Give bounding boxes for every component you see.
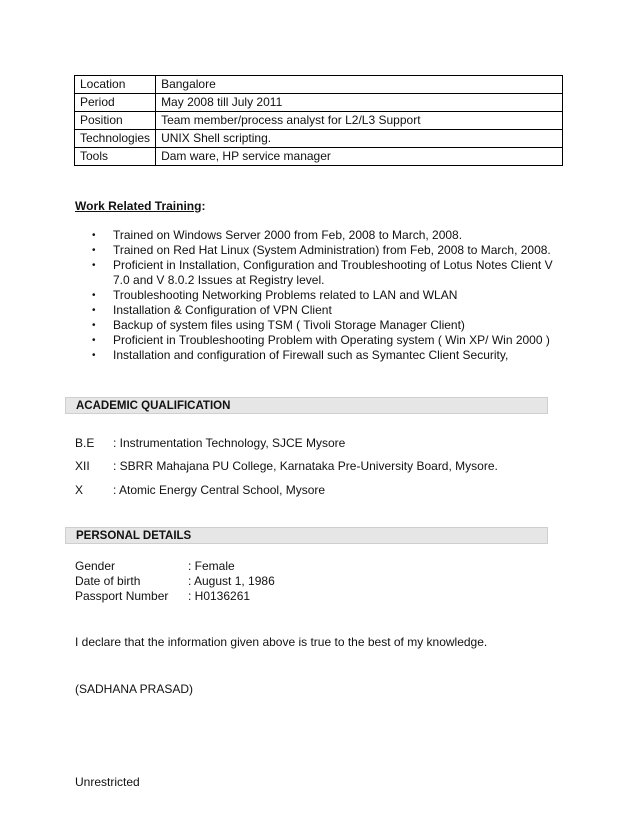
list-item bbox=[92, 258, 572, 288]
qualification-row-xii bbox=[75, 459, 498, 473]
training-item-text: Proficient in Troubleshooting Problem with Operating system ( Win XP/ Win 2000 ) bbox=[113, 333, 550, 347]
table-value-location: Bangalore bbox=[156, 76, 563, 94]
table-key-technologies: Technologies bbox=[75, 130, 156, 148]
training-list bbox=[92, 228, 572, 363]
training-item-text: Backup of system files using TSM ( Tivoli Storage Manager Client) bbox=[113, 318, 465, 332]
employment-details-table bbox=[74, 75, 563, 166]
table-row bbox=[75, 148, 563, 166]
footer-classification: Unrestricted bbox=[75, 775, 140, 789]
bullet-icon: • bbox=[92, 245, 96, 256]
bullet-icon: • bbox=[92, 305, 96, 316]
list-item bbox=[92, 288, 572, 303]
table-value-period: May 2008 till July 2011 bbox=[156, 94, 563, 112]
list-item bbox=[92, 333, 572, 348]
list-item bbox=[92, 243, 572, 258]
training-item-text: Installation and configuration of Firewall such as Symantec Client Security, bbox=[113, 348, 509, 362]
bullet-icon: • bbox=[92, 335, 96, 346]
bullet-icon: • bbox=[92, 230, 96, 241]
qualification-row-be bbox=[75, 436, 345, 450]
academic-section-header: ACADEMIC QUALIFICATION bbox=[65, 397, 548, 414]
table-row bbox=[75, 112, 563, 130]
list-item bbox=[92, 303, 572, 318]
table-value-tools: Dam ware, HP service manager bbox=[156, 148, 563, 166]
declaration-text: I declare that the information given above is true to the best of my knowledge. bbox=[75, 635, 488, 649]
list-item bbox=[92, 228, 572, 243]
personal-row-passport bbox=[75, 589, 250, 603]
personal-label: Passport Number bbox=[75, 589, 169, 603]
qualification-degree: XII bbox=[75, 459, 90, 473]
bullet-icon: • bbox=[92, 350, 96, 361]
training-heading-text: Work Related Training bbox=[75, 199, 202, 213]
personal-value: : Female bbox=[188, 559, 235, 573]
training-heading-colon: : bbox=[201, 199, 206, 213]
table-key-location: Location bbox=[75, 76, 156, 94]
bullet-icon: • bbox=[92, 260, 96, 271]
table-value-position: Team member/process analyst for L2/L3 Support bbox=[156, 112, 563, 130]
qualification-detail: : Instrumentation Technology, SJCE Mysore bbox=[113, 436, 346, 450]
personal-label: Gender bbox=[75, 559, 116, 573]
table-key-position: Position bbox=[75, 112, 156, 130]
table-key-period: Period bbox=[75, 94, 156, 112]
training-item-text: Installation & Configuration of VPN Client bbox=[113, 303, 332, 317]
qualification-degree: X bbox=[75, 483, 84, 497]
qualification-row-x bbox=[75, 483, 325, 497]
qualification-detail: : Atomic Energy Central School, Mysore bbox=[113, 483, 326, 497]
personal-value: : August 1, 1986 bbox=[188, 574, 275, 588]
training-item-text: Proficient in Installation, Configuration and Troubleshooting of Lotus Notes Client V 7.0 and V 8.0.2 Issues at Registry level. bbox=[113, 258, 553, 287]
qualification-degree: B.E bbox=[75, 436, 95, 450]
table-row bbox=[75, 94, 563, 112]
personal-section-header: PERSONAL DETAILS bbox=[65, 527, 548, 544]
training-heading bbox=[75, 199, 205, 213]
signature-name: (SADHANA PRASAD) bbox=[75, 682, 194, 696]
training-item-text: Trained on Red Hat Linux (System Administration) from Feb, 2008 to March, 2008. bbox=[113, 243, 551, 257]
qualification-detail: : SBRR Mahajana PU College, Karnataka Pre-University Board, Mysore. bbox=[113, 459, 498, 473]
personal-row-gender bbox=[75, 559, 235, 573]
bullet-icon: • bbox=[92, 290, 96, 301]
table-key-tools: Tools bbox=[75, 148, 156, 166]
personal-value: : H0136261 bbox=[188, 589, 251, 603]
training-item-text: Troubleshooting Networking Problems related to LAN and WLAN bbox=[113, 288, 458, 302]
personal-row-dob bbox=[75, 574, 275, 588]
list-item bbox=[92, 318, 572, 333]
table-value-technologies: UNIX Shell scripting. bbox=[156, 130, 563, 148]
table-row bbox=[75, 130, 563, 148]
bullet-icon: • bbox=[92, 320, 96, 331]
personal-label: Date of birth bbox=[75, 574, 141, 588]
list-item bbox=[92, 348, 572, 363]
table-row bbox=[75, 76, 563, 94]
training-item-text: Trained on Windows Server 2000 from Feb, 2008 to March, 2008. bbox=[113, 228, 463, 242]
